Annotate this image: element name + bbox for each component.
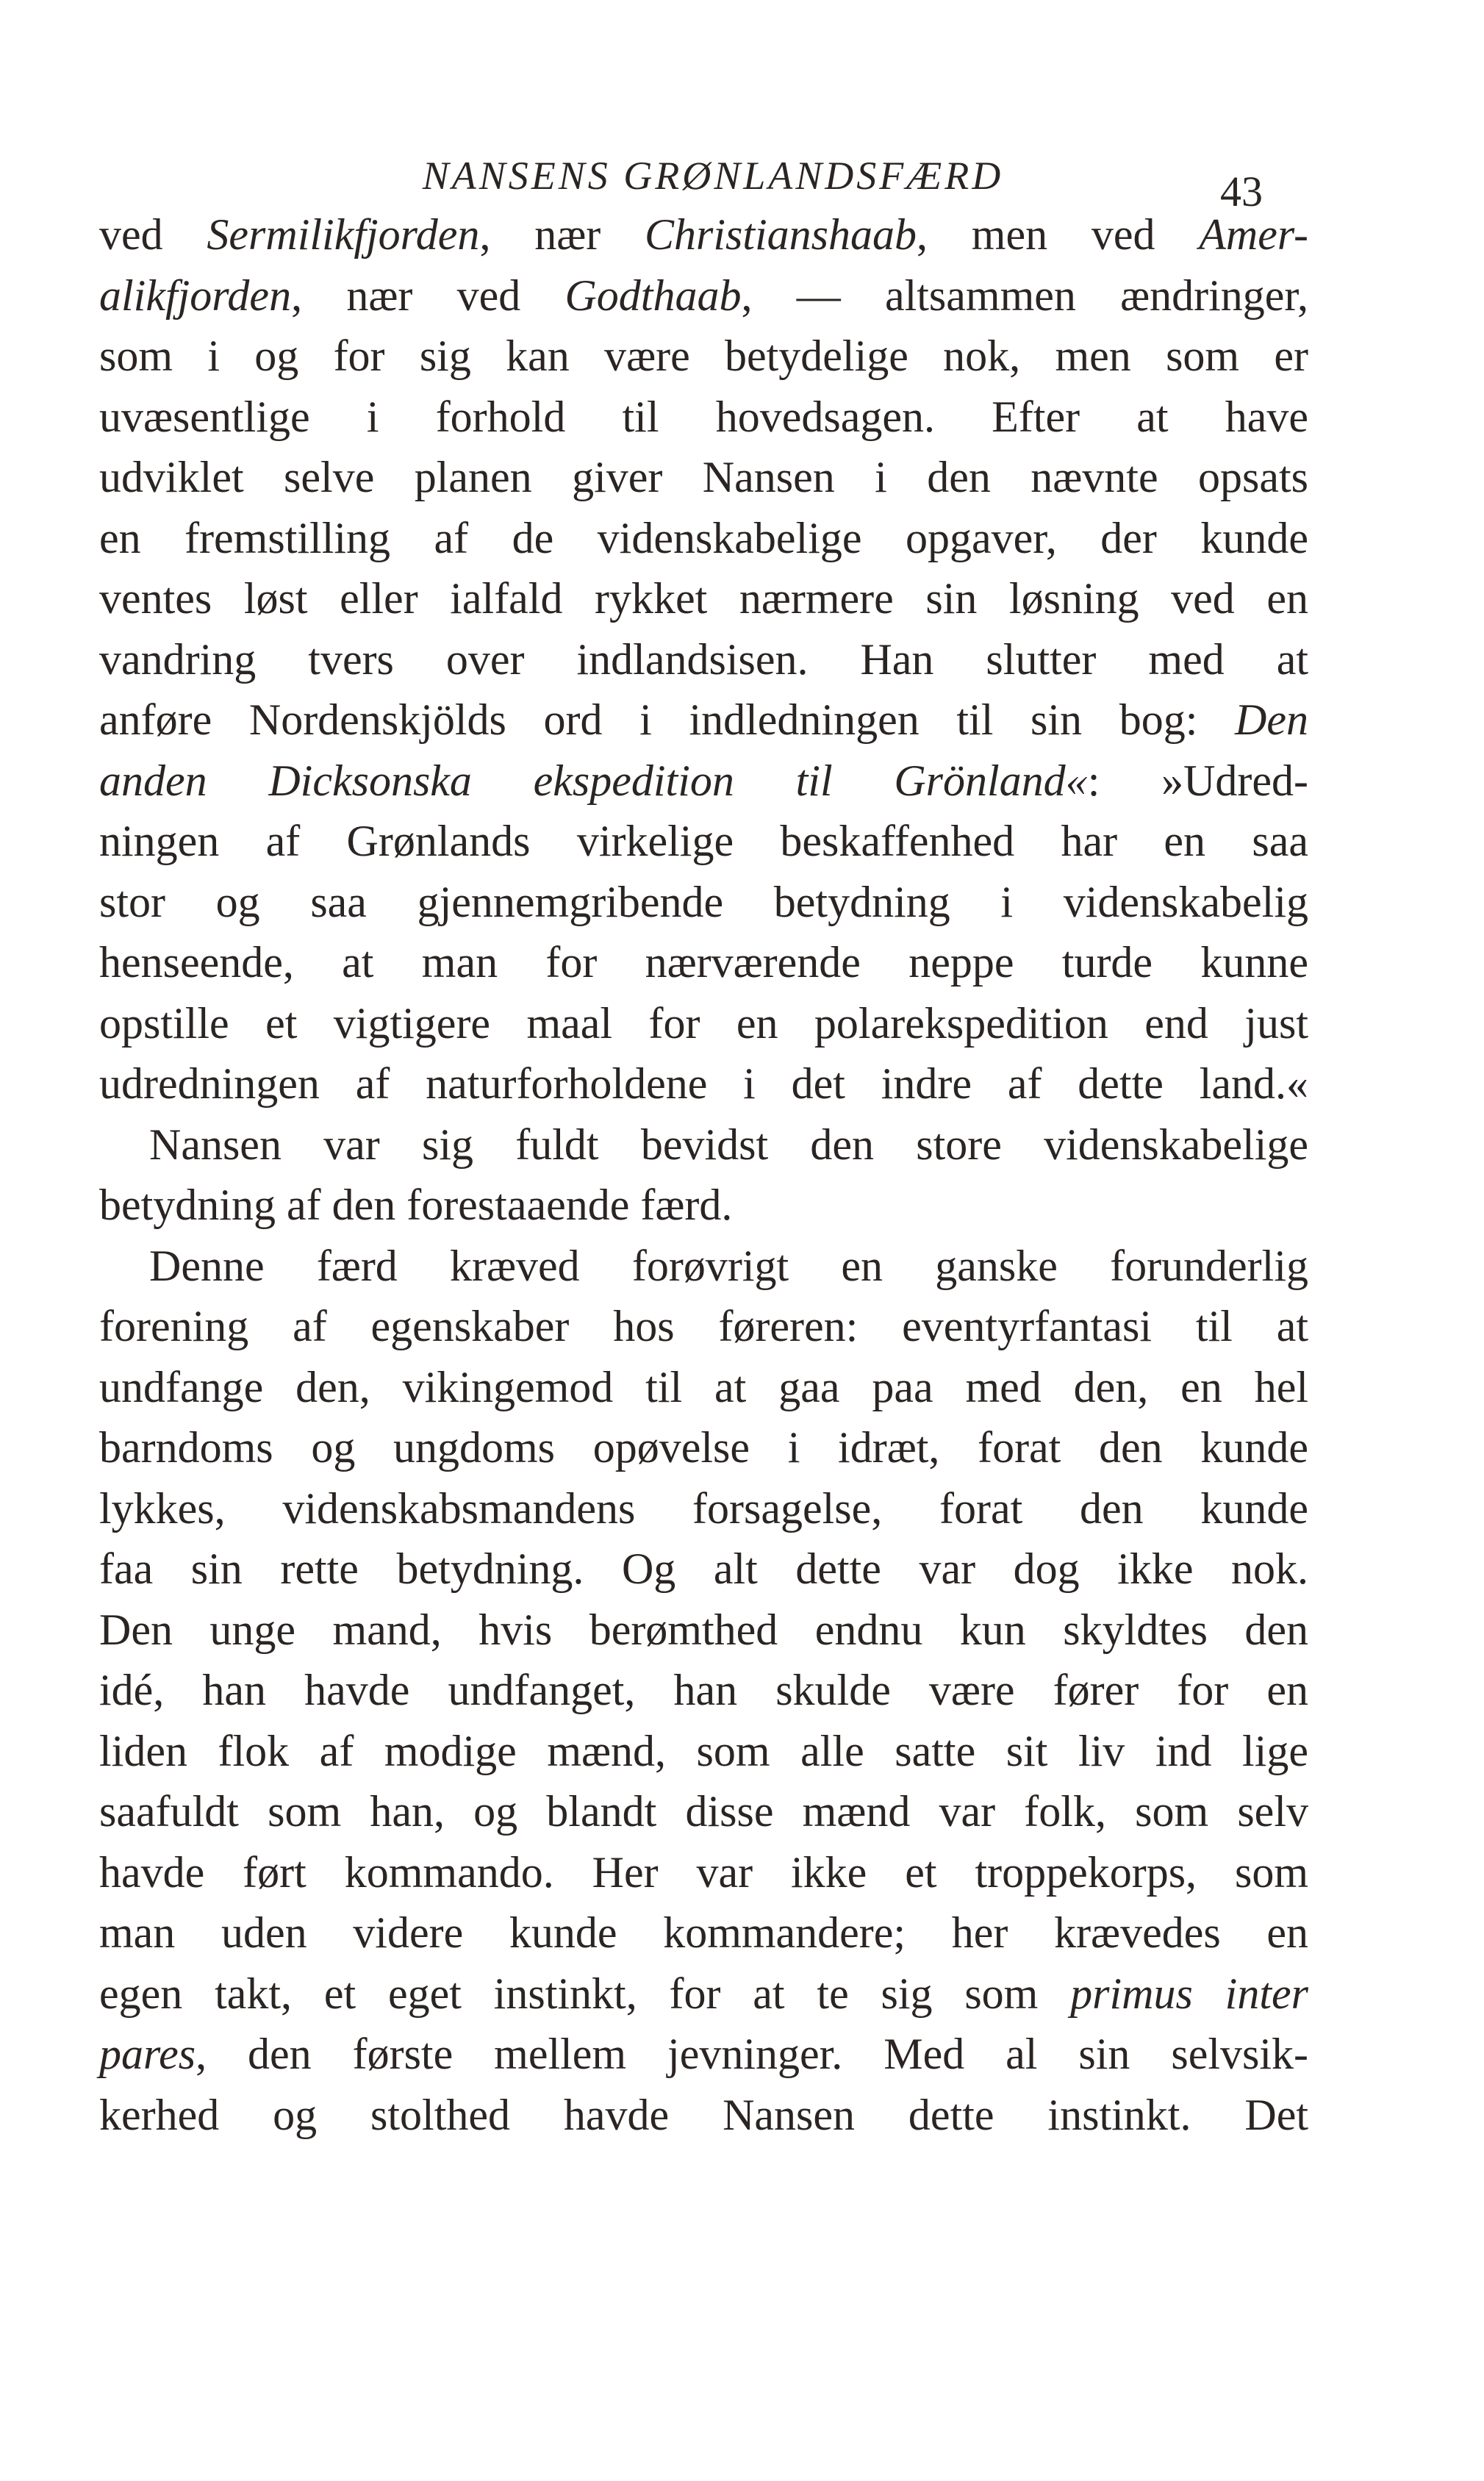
text-line (99, 629, 1308, 690)
italic-text: Sermilikfjorden (207, 210, 480, 259)
text-segment: Nansen var sig fuldt bevidst den store videnskabelige (149, 1120, 1308, 1169)
text-line (99, 1963, 1308, 2024)
text-segment: , men ved (917, 210, 1200, 259)
text-line (99, 568, 1308, 629)
text-line (99, 204, 1308, 265)
italic-text: Christianshaab (644, 210, 917, 259)
text-line (99, 326, 1308, 387)
text-segment: , — altsammen ændringer, (741, 271, 1308, 320)
text-line (99, 1539, 1308, 1600)
text-line (99, 811, 1308, 872)
italic-text: pares (99, 2030, 196, 2078)
text-line (99, 1842, 1308, 1903)
text-segment: stor og saa gjennemgribende betydning i videnskabelig (99, 877, 1308, 926)
text-line (99, 1478, 1308, 1539)
text-line (99, 1175, 1308, 1236)
text-segment: lykkes, videnskabsmandens forsagelse, forat den kunde (99, 1483, 1308, 1533)
text-segment: som i og for sig kan være betydelige nok, men som er (99, 332, 1308, 380)
text-line (99, 1114, 1308, 1175)
text-line (99, 1357, 1308, 1418)
text-line (99, 993, 1308, 1054)
italic-text: anden Dicksonska ekspedition til Grönland« (99, 756, 1088, 805)
body-text (99, 204, 1308, 2145)
text-segment: ningen af Grønlands virkelige beskaffenhed har en saa (99, 817, 1308, 865)
text-segment: havde ført kommando. Her var ikke et troppekorps, som (99, 1847, 1308, 1897)
text-line (99, 1600, 1308, 1661)
text-line (99, 1417, 1308, 1478)
text-line (99, 932, 1308, 993)
text-segment: ved (99, 210, 207, 259)
text-segment: , nær ved (291, 271, 565, 320)
text-segment: Den unge mand, hvis berømthed endnu kun skyldtes den (99, 1605, 1308, 1654)
text-segment: en fremstilling af de videnskabelige opgaver, der kunde (99, 513, 1308, 562)
text-line (99, 265, 1308, 326)
text-segment: barndoms og ungdoms opøvelse i idræt, forat den kunde (99, 1423, 1308, 1472)
text-segment: henseende, at man for nærværende neppe turde kunne (99, 938, 1308, 987)
text-line (99, 1236, 1308, 1297)
text-segment: egen takt, et eget instinkt, for at te sig som (99, 1969, 1071, 2018)
text-line (99, 1660, 1308, 1721)
text-segment: liden flok af modige mænd, som alle satte sit liv ind lige (99, 1726, 1308, 1775)
text-segment: ventes løst eller ialfald rykket nærmere sin løsning ved en (99, 574, 1308, 623)
text-segment: kerhed og stolthed havde Nansen dette instinkt. Det (99, 2090, 1308, 2139)
text-segment: udredningen af naturforholdene i det indre af dette land.« (99, 1059, 1308, 1108)
text-line (99, 2085, 1308, 2146)
text-segment: , den første mellem jevninger. Med al sin selvsik- (196, 2030, 1308, 2078)
text-line (99, 1296, 1308, 1357)
text-line (99, 447, 1308, 508)
italic-text: Amer- (1199, 210, 1308, 259)
text-segment: opstille et vigtigere maal for en polarekspedition end just (99, 998, 1308, 1048)
text-segment: undfange den, vikingemod til at gaa paa med den, en hel (99, 1362, 1308, 1411)
text-line (99, 1902, 1308, 1963)
page-number: 43 (1220, 168, 1263, 215)
text-line (99, 872, 1308, 933)
text-segment: idé, han havde undfanget, han skulde være fører for en (99, 1666, 1308, 1714)
text-segment: udviklet selve planen giver Nansen i den nævnte opsats (99, 453, 1308, 501)
text-line (99, 690, 1308, 751)
text-segment: faa sin rette betydning. Og alt dette var dog ikke nok. (99, 1544, 1308, 1593)
text-line (99, 387, 1308, 448)
italic-text: alikfjorden (99, 271, 292, 320)
text-segment: saafuldt som han, og blandt disse mænd var folk, som selv (99, 1787, 1308, 1836)
text-line (99, 751, 1308, 812)
text-line (99, 2024, 1308, 2085)
text-line (99, 1721, 1308, 1782)
running-title: NANSENS GRØNLANDSFÆRD (422, 154, 1004, 198)
text-segment: : »Udred- (1087, 756, 1308, 805)
text-line (99, 1781, 1308, 1842)
italic-text: primus inter (1070, 1969, 1308, 2018)
italic-text: Den (1235, 695, 1308, 744)
text-segment: betydning af den forestaaende færd. (99, 1181, 733, 1229)
text-segment: , nær (479, 210, 645, 259)
text-segment: man uden videre kunde kommandere; her krævedes en (99, 1908, 1308, 1957)
italic-text: Godthaab (564, 271, 742, 320)
text-segment: Denne færd kræved forøvrigt en ganske forunderlig (149, 1241, 1308, 1290)
text-segment: forening af egenskaber hos føreren: eventyrfantasi til at (99, 1302, 1308, 1350)
text-line (99, 508, 1308, 569)
text-segment: anføre Nordenskjölds ord i indledningen til sin bog: (99, 695, 1236, 744)
text-line (99, 1053, 1308, 1114)
text-segment: uvæsentlige i forhold til hovedsagen. Efter at have (99, 392, 1308, 441)
text-segment: vandring tvers over indlandsisen. Han slutter med at (99, 634, 1308, 684)
